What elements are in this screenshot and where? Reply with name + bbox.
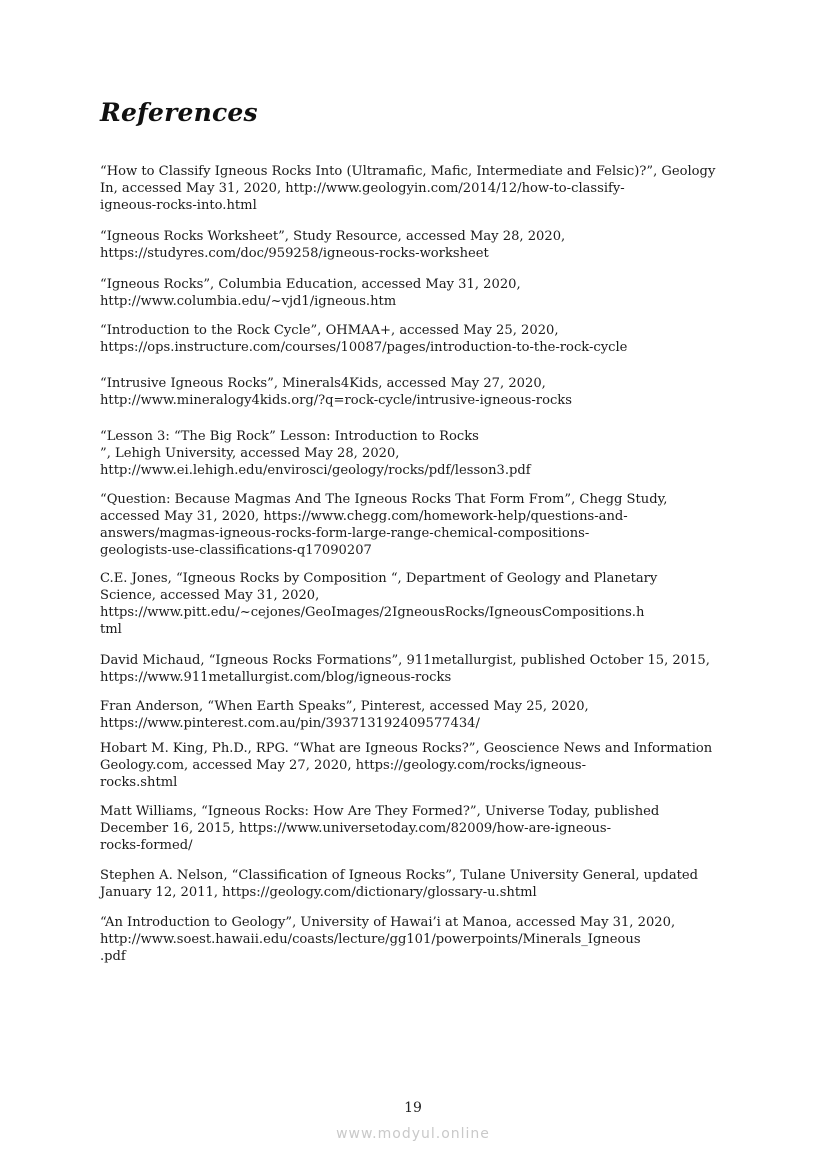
- reference-entry: [100, 740, 736, 791]
- reference-line: https://studyres.com/doc/959258/igneous-rocks-worksheet: [100, 246, 489, 261]
- reference-line: “Intrusive Igneous Rocks”, Minerals4Kids, accessed May 27, 2020,: [100, 376, 546, 391]
- reference-line: David Michaud, “Igneous Rocks Formations”, 911metallurgist, published October 15, 2015,: [100, 653, 710, 668]
- reference-line: C.E. Jones, “Igneous Rocks by Composition “, Department of Geology and Planetary: [100, 571, 658, 586]
- reference-line: “Question: Because Magmas And The Igneous Rocks That Form From”, Chegg Study,: [100, 492, 668, 507]
- reference-line: Stephen A. Nelson, “Classification of Igneous Rocks”, Tulane University General, updated: [100, 868, 699, 883]
- reference-entry: [100, 322, 736, 356]
- reference-entry: [100, 867, 736, 901]
- reference-entry: [100, 914, 736, 965]
- reference-line: https://www.pitt.edu/~cejones/GeoImages/2IgneousRocks/IgneousCompositions.h: [100, 605, 645, 620]
- reference-line: ”, Lehigh University, accessed May 28, 2020,: [100, 446, 400, 461]
- reference-line: In, accessed May 31, 2020, http://www.geologyin.com/2014/12/how-to-classify-: [100, 181, 625, 196]
- reference-line: “How to Classify Igneous Rocks Into (Ultramafic, Mafic, Intermediate and Felsic)?”, Geology: [100, 164, 716, 179]
- reference-entry: [100, 428, 736, 479]
- reference-line: https://www.pinterest.com.au/pin/393713192409577434/: [100, 716, 480, 731]
- reference-line: http://www.ei.lehigh.edu/envirosci/geology/rocks/pdf/lesson3.pdf: [100, 463, 531, 478]
- watermark-text: www.modyul.online: [336, 1126, 490, 1142]
- page-number: 19: [404, 1100, 422, 1116]
- reference-line: Fran Anderson, “When Earth Speaks”, Pinterest, accessed May 25, 2020,: [100, 699, 589, 714]
- reference-entry: [100, 570, 736, 638]
- page-title: References: [100, 98, 258, 127]
- reference-entry: [100, 228, 736, 262]
- reference-line: “An Introduction to Geology”, University of Hawai’i at Manoa, accessed May 31, 2020,: [100, 915, 676, 930]
- reference-line: January 12, 2011, https://geology.com/dictionary/glossary-u.shtml: [100, 885, 537, 900]
- reference-line: “Lesson 3: “The Big Rock” Lesson: Introduction to Rocks: [100, 429, 479, 444]
- reference-line: rocks.shtml: [100, 775, 178, 790]
- reference-entry: [100, 491, 736, 559]
- reference-entry: [100, 276, 736, 310]
- reference-line: Hobart M. King, Ph.D., RPG. “What are Igneous Rocks?”, Geoscience News and Information: [100, 741, 713, 756]
- reference-line: http://www.columbia.edu/~vjd1/igneous.htm: [100, 294, 397, 309]
- reference-line: “Igneous Rocks Worksheet”, Study Resource, accessed May 28, 2020,: [100, 229, 566, 244]
- reference-line: answers/magmas-igneous-rocks-form-large-range-chemical-compositions-: [100, 526, 590, 541]
- reference-line: geologists-use-classifications-q17090207: [100, 543, 372, 558]
- reference-entry: [100, 698, 736, 732]
- reference-line: “Introduction to the Rock Cycle”, OHMAA+, accessed May 25, 2020,: [100, 323, 559, 338]
- reference-line: http://www.mineralogy4kids.org/?q=rock-cycle/intrusive-igneous-rocks: [100, 393, 572, 408]
- reference-line: https://www.911metallurgist.com/blog/igneous-rocks: [100, 670, 452, 685]
- reference-entry: [100, 652, 736, 686]
- reference-line: Science, accessed May 31, 2020,: [100, 588, 320, 603]
- reference-line: .pdf: [100, 949, 126, 964]
- reference-entry: [100, 163, 736, 214]
- reference-line: rocks-formed/: [100, 838, 193, 853]
- reference-line: accessed May 31, 2020, https://www.chegg.com/homework-help/questions-and-: [100, 509, 628, 524]
- reference-line: “Igneous Rocks”, Columbia Education, accessed May 31, 2020,: [100, 277, 521, 292]
- reference-line: December 16, 2015, https://www.universetoday.com/82009/how-are-igneous-: [100, 821, 612, 836]
- reference-line: https://ops.instructure.com/courses/10087/pages/introduction-to-the-rock-cycle: [100, 340, 628, 355]
- reference-entry: [100, 803, 736, 854]
- reference-line: http://www.soest.hawaii.edu/coasts/lecture/gg101/powerpoints/Minerals_Igneous: [100, 932, 641, 947]
- reference-line: tml: [100, 622, 122, 637]
- reference-line: Matt Williams, “Igneous Rocks: How Are They Formed?”, Universe Today, published: [100, 804, 660, 819]
- reference-entry: [100, 375, 736, 409]
- reference-line: igneous-rocks-into.html: [100, 198, 257, 213]
- reference-line: Geology.com, accessed May 27, 2020, https://geology.com/rocks/igneous-: [100, 758, 587, 773]
